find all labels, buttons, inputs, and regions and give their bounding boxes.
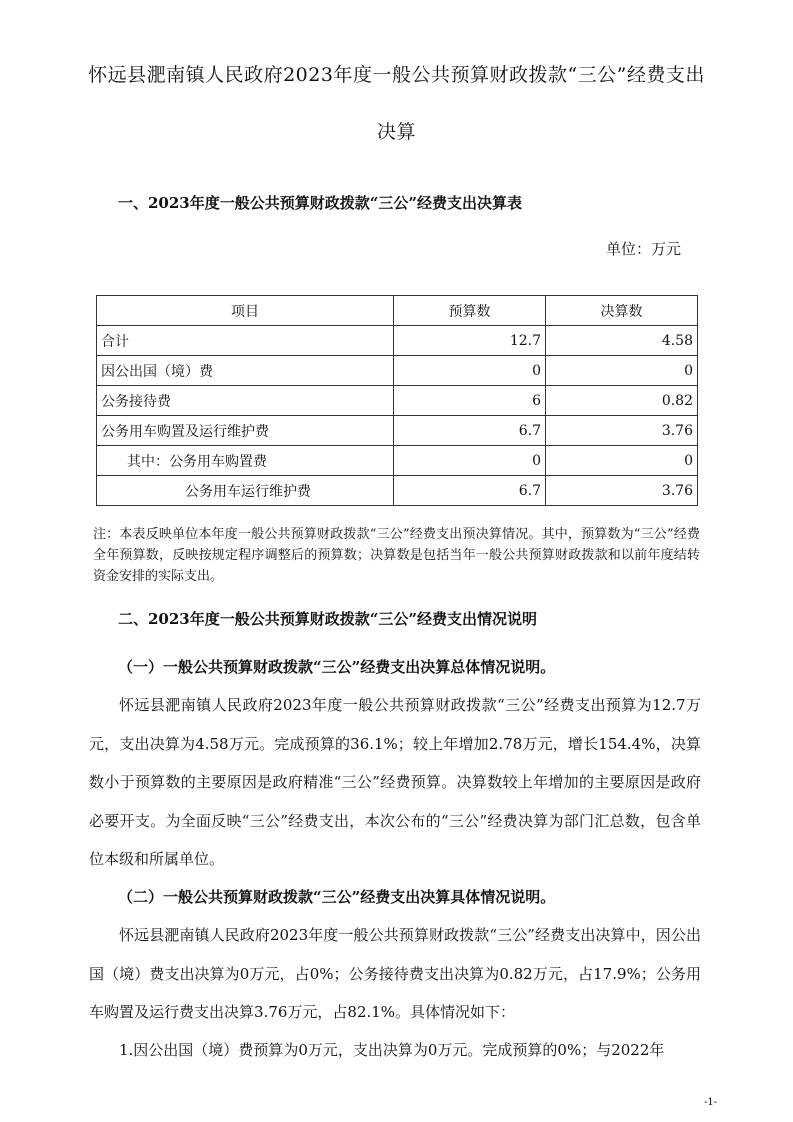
row-final: 0: [546, 356, 698, 386]
section-heading-2: 二、2023年度一般公共预算财政拨款“三公”经费支出情况说明: [118, 610, 538, 628]
row-final: 4.58: [546, 326, 698, 356]
paragraph-overseas: 1.因公出国（境）费预算为0万元，支出决算为0万元。完成预算的0%；与2022年: [119, 1041, 665, 1059]
unit-label: 单位：万元: [606, 240, 682, 258]
document-title-line-2: 决算: [376, 121, 416, 143]
table-note: 注：本表反映单位本年度一般公共预算财政拨款“三公”经费支出预决算情况。其中，预算数为“三公”经费全年预算数，反映按规定程序调整后的预算数；决算数是包括当年一般公共预算财政拨款和以前年度结转资金安排的实际支出。: [93, 527, 700, 584]
row-item: 合计: [97, 326, 394, 356]
column-header-item: 项目: [97, 296, 394, 326]
paragraph-detail: 怀远县淝南镇人民政府2023年度一般公共预算财政拨款“三公”经费支出决算中，因公出国（境）费支出决算为0万元，占0%；公务接待费支出决算为0.82万元，占17.9%；公务用车购置及运行费支出决算3.76万元，占82.1%。具体情况如下：: [89, 926, 701, 1021]
table-row: [97, 356, 698, 386]
subsection-heading-2: （二）一般公共预算财政拨款“三公”经费支出决算具体情况说明。: [118, 888, 556, 906]
row-budget: 6: [394, 386, 546, 416]
table-row: [97, 416, 698, 446]
row-budget: 6.7: [394, 476, 546, 506]
row-budget: 12.7: [394, 326, 546, 356]
table-header-row: [97, 296, 698, 326]
row-budget: 0: [394, 356, 546, 386]
column-header-budget: 预算数: [394, 296, 546, 326]
table-row: [97, 386, 698, 416]
column-header-final: 决算数: [546, 296, 698, 326]
section-heading-1: 一、2023年度一般公共预算财政拨款“三公”经费支出决算表: [118, 194, 523, 212]
row-item: 公务用车购置及运行维护费: [97, 416, 394, 446]
document-title-line-1: 怀远县淝南镇人民政府2023年度一般公共预算财政拨款“三公”经费支出: [88, 64, 705, 86]
row-item: 其中：公务用车购置费: [97, 446, 394, 476]
row-final: 0.82: [546, 386, 698, 416]
row-item: 因公出国（境）费: [97, 356, 394, 386]
row-final: 0: [546, 446, 698, 476]
budget-table: [96, 295, 698, 506]
row-budget: 6.7: [394, 416, 546, 446]
table-row: [97, 326, 698, 356]
subsection-heading-1: （一）一般公共预算财政拨款“三公”经费支出决算总体情况说明。: [118, 658, 556, 676]
table-row: [97, 476, 698, 506]
row-budget: 0: [394, 446, 546, 476]
row-item: 公务接待费: [97, 386, 394, 416]
row-final: 3.76: [546, 476, 698, 506]
table-row: [97, 446, 698, 476]
row-item: 公务用车运行维护费: [97, 476, 394, 506]
paragraph-overall: 怀远县淝南镇人民政府2023年度一般公共预算财政拨款“三公”经费支出预算为12.7万元，支出决算为4.58万元。完成预算的36.1%；较上年增加2.78万元，增长154.4%，决算数小于预算数的主要原因是政府精准“三公”经费预算。决算数较上年增加的主要原因是政府必要开支。为全面反映“三公”经费支出，本次公布的“三公”经费决算为部门汇总数，包含单位本级和所属单位。: [89, 696, 701, 868]
row-final: 3.76: [546, 416, 698, 446]
page-number: -1-: [704, 1097, 718, 1108]
